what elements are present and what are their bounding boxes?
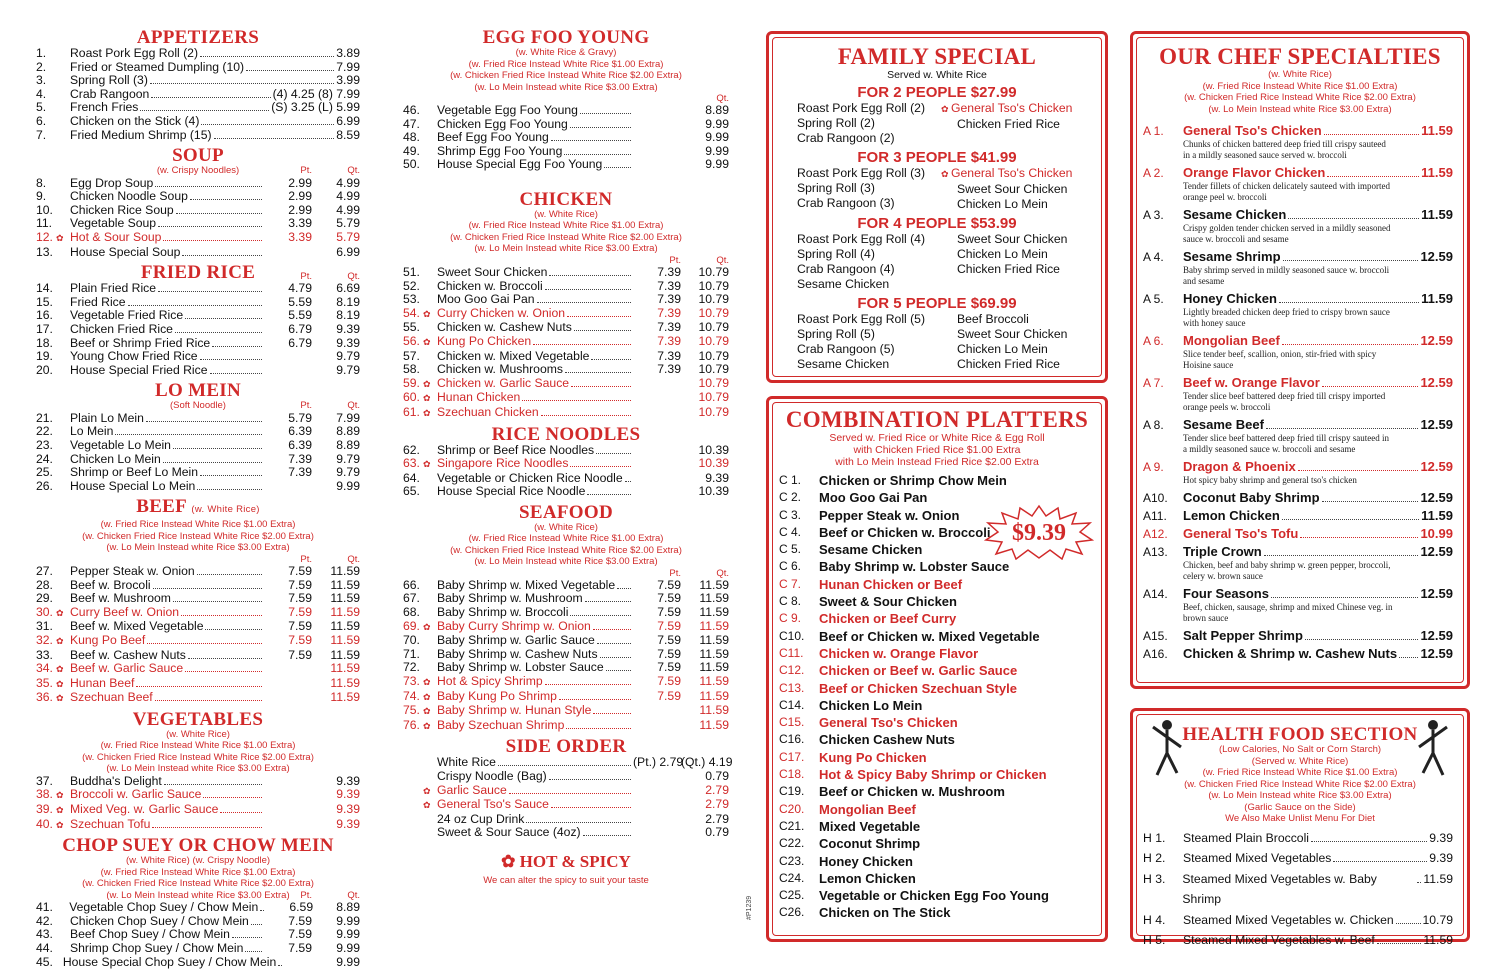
combo-title: COMBINATION PLATTERS — [785, 407, 1089, 432]
family-item: Spring Roll (2) — [797, 116, 875, 130]
menu-item[interactable]: 12. ✿ Hot & Sour Soup 3.39 5.79 — [36, 230, 360, 245]
section-appetizers — [36, 28, 360, 142]
section-title: FRIED RICE — [140, 262, 256, 284]
chili-icon: ✿ — [423, 459, 431, 470]
chef-item[interactable]: A 4. Sesame Shrimp 12.59 — [1143, 249, 1453, 264]
chef-item[interactable]: A15. Salt Pepper Shrimp 12.59 — [1143, 628, 1453, 643]
family-item: Roast Pork Egg Roll (3) — [797, 166, 926, 180]
menu-column-2 — [403, 27, 733, 886]
family-group — [769, 312, 1105, 372]
menu-item[interactable]: 73. ✿ Hot & Spicy Shrimp 7.59 11.59 — [403, 674, 729, 689]
section-subtitle: (w. Crispy Noodles) — [156, 165, 240, 177]
section-title: CHOP SUEY OR CHOW MEIN — [62, 835, 334, 857]
chef-item[interactable]: A 3. Sesame Chicken 11.59 — [1143, 207, 1453, 222]
combo-item[interactable]: C16. Chicken Cashew Nuts — [779, 732, 955, 748]
chef-item-description: Hot spicy baby shrimp and general tso's chicken — [1183, 475, 1357, 485]
chili-icon: ✿ — [423, 407, 431, 418]
chef-item[interactable]: A13. Triple Crown 12.59 — [1143, 544, 1453, 559]
menu-item[interactable]: 36. ✿ Szechuan Beef 11.59 — [36, 690, 360, 705]
menu-item[interactable]: 50. House Special Egg Foo Young 9.99 — [403, 157, 729, 172]
menu-item[interactable]: 37. Buddha's Delight 9.39 — [36, 773, 360, 788]
section-egg-foo-young — [403, 28, 729, 172]
section-note: (w. White Rice & Gravy) — [515, 47, 617, 58]
combo-item[interactable]: C 4. Beef or Chicken w. Broccoli — [779, 524, 991, 540]
menu-item[interactable]: 4. Crab Rangoon (4) 4.25 (8) 7.99 — [36, 86, 360, 101]
menu-item[interactable]: 61. ✿ Szechuan Chicken 10.79 — [403, 404, 729, 419]
combo-item[interactable]: C26. Chicken on The Stick — [779, 905, 951, 921]
health-item[interactable]: H 5. Steamed Mixed Vegetables w. Beef 11.59 — [1143, 933, 1453, 947]
section-note: (w. Lo Mein Instead white Rice $3.00 Extra) — [474, 556, 658, 568]
menu-item[interactable]: 44. Shrimp Chop Suey / Chow Mein 7.59 9.99 — [36, 941, 360, 956]
combo-item[interactable]: C11. Chicken w. Orange Flavor — [779, 645, 979, 661]
section-note: with Chicken Fried Rice $1.00 Extra — [853, 444, 1021, 456]
health-item[interactable]: H 1. Steamed Plain Broccoli 9.39 — [1143, 830, 1453, 845]
menu-item[interactable]: 47. Chicken Egg Foo Young 9.99 — [403, 116, 729, 131]
combo-item[interactable]: C23. Honey Chicken — [779, 853, 913, 869]
combo-item[interactable]: C 9. Chicken or Beef Curry — [779, 611, 957, 627]
section-note: (w. White Rice) — [534, 521, 598, 533]
menu-item[interactable]: 48. Beef Egg Foo Young 9.99 — [403, 130, 729, 145]
combo-item[interactable]: C 8. Sweet & Sour Chicken — [779, 594, 957, 610]
section-note: (w. Chicken Fried Rice Instead White Rice $2.00 Extra) — [450, 544, 682, 556]
section-side-order — [403, 736, 733, 840]
section-note: (w. Lo Mein Instead white Rice $3.00 Extra) — [106, 542, 290, 554]
section-vegetables — [36, 710, 360, 832]
combo-price: $9.39 — [1012, 520, 1066, 546]
menu-item[interactable]: 25. Shrimp or Beef Lo Mein 7.39 9.79 — [36, 465, 360, 480]
combo-price-burst — [984, 504, 1094, 560]
menu-item[interactable]: 22. Lo Mein 6.39 8.89 — [36, 424, 360, 439]
chili-icon: ✿ — [423, 706, 431, 717]
family-item: Spring Roll (5) — [797, 327, 875, 341]
family-item: Beef Broccoli — [957, 312, 1029, 326]
section-note: (w. White Rice) — [534, 208, 598, 220]
chili-icon: ✿ — [423, 691, 431, 702]
combo-item[interactable]: C14. Chicken Lo Mein — [779, 697, 923, 713]
menu-item[interactable]: 32. ✿ Kung Po Beef 7.59 11.59 — [36, 632, 360, 647]
chili-icon: ✿ — [56, 233, 64, 244]
chef-item[interactable]: A12. General Tso's Tofu 10.99 — [1143, 526, 1453, 541]
family-item: Spring Roll (4) — [797, 247, 875, 261]
menu-item[interactable]: 68. Baby Shrimp w. Broccoli 7.59 11.59 — [403, 605, 729, 620]
menu-item[interactable]: 19. Young Chow Fried Rice 9.79 — [36, 349, 360, 364]
section-note: (w. Lo Mein Instead white Rice $3.00 Extra) — [474, 243, 658, 255]
menu-column-1 — [36, 28, 360, 971]
menu-item[interactable]: 33. Beef w. Cashew Nuts 7.59 11.59 — [36, 647, 360, 662]
menu-item[interactable]: 60. ✿ Hunan Chicken 10.79 — [403, 390, 729, 405]
section-title: SEAFOOD — [519, 501, 613, 523]
chili-icon: ✿ — [423, 621, 431, 632]
menu-item[interactable]: 23. Vegetable Lo Mein 6.39 8.89 — [36, 438, 360, 453]
combination-platters-box — [766, 396, 1108, 942]
menu-item[interactable]: 54. ✿ Curry Chicken w. Onion 7.39 10.79 — [403, 305, 729, 320]
size-headers: Pt. Qt. — [669, 254, 729, 266]
chili-icon: ✿ — [56, 635, 64, 646]
section-note: (w. Chicken Fried Rice Instead White Rice $2.00 Extra) — [82, 751, 314, 763]
chili-icon: ✿ — [941, 169, 952, 179]
menu-item[interactable]: 53. Moo Goo Gai Pan 7.39 10.79 — [403, 292, 729, 307]
menu-item[interactable]: 35. ✿ Hunan Beef 11.59 — [36, 675, 360, 690]
chili-icon: ✿ — [423, 677, 431, 688]
combo-item[interactable]: C12. Chicken or Beef w. Garlic Sauce — [779, 663, 1018, 679]
menu-item[interactable]: 5. French Fries (S) 3.25 (L) 5.99 — [36, 100, 360, 115]
menu-item[interactable]: 38. ✿ Broccoli w. Garlic Sauce 9.39 — [36, 787, 360, 802]
size-headers: Pt. Qt. — [300, 553, 360, 565]
family-item: Roast Pork Egg Roll (5) — [797, 312, 926, 326]
section-note: (w. Chicken Fried Rice Instead White Rice $2.00 Extra) — [1184, 92, 1416, 103]
menu-item[interactable]: 40. ✿ Szechuan Tofu 9.39 — [36, 816, 360, 831]
chef-item-description: Baby shrimp served in mildly seasoned sauce w. broccoli and sesame — [1183, 265, 1390, 286]
chef-item-description: Chicken, beef and baby shrimp w. green pepper, broccoli, celery w. brown sauce — [1183, 560, 1391, 581]
section-note: (w. Lo Mein Instead white Rice $3.00 Extra) — [106, 763, 290, 775]
section-note: (w. Fried Rice Instead White Rice $1.00 Extra) — [100, 866, 296, 878]
family-item: Spring Roll (3) — [797, 181, 875, 195]
combo-item[interactable]: C25. Vegetable or Chicken Egg Foo Young — [779, 888, 1049, 904]
family-item: ✿ General Tso's Chicken — [941, 101, 1073, 115]
menu-item[interactable]: ✿ Garlic Sauce 2.79 — [423, 782, 729, 797]
menu-item[interactable]: 20. House Special Fried Rice 9.79 — [36, 362, 360, 377]
combo-item[interactable]: C24. Lemon Chicken — [779, 870, 916, 886]
menu-item[interactable]: 3. Spring Roll (3) 3.99 — [36, 73, 360, 88]
menu-item[interactable]: 63. ✿ Singapore Rice Noodles 10.39 — [403, 456, 729, 471]
menu-item[interactable]: 29. Beef w. Mushroom 7.59 11.59 — [36, 591, 360, 606]
chili-icon: ✿ — [56, 790, 64, 801]
family-group-label: FOR 4 PEOPLE $53.99 — [857, 215, 1017, 232]
chili-icon: ✿ — [56, 693, 64, 704]
size-headers: Qt. — [716, 93, 729, 104]
menu-item[interactable]: 2. Fried or Steamed Dumpling (10) 7.99 — [36, 59, 360, 74]
menu-item[interactable]: 39. ✿ Mixed Veg. w. Garlic Sauce 9.39 — [36, 802, 360, 817]
combo-item[interactable]: C17. Kung Po Chicken — [779, 749, 927, 765]
menu-item[interactable]: 17. Chicken Fried Rice 6.79 9.39 — [36, 322, 360, 336]
menu-item[interactable]: 51. Sweet Sour Chicken 7.39 10.79 — [403, 264, 729, 279]
menu-item[interactable]: 67. Baby Shrimp w. Mushroom 7.59 11.59 — [403, 591, 729, 606]
section-title: BEEF (w. White Rice) — [136, 496, 260, 518]
section-chicken — [403, 190, 729, 421]
family-item: Crab Rangoon (3) — [797, 196, 895, 210]
menu-item[interactable]: 18. Beef or Shrimp Fried Rice 6.79 9.39 — [36, 335, 360, 350]
section-note: (w. White Rice) — [166, 728, 230, 740]
chef-item[interactable]: A16. Chicken & Shrimp w. Cashew Nuts 12.59 — [1143, 646, 1453, 661]
health-title: HEALTH FOOD SECTION — [1182, 724, 1418, 745]
section-title: CHICKEN — [519, 188, 613, 210]
chili-icon: ✿ — [56, 607, 64, 618]
health-food-box — [1130, 708, 1470, 947]
chili-icon: ✿ — [423, 378, 431, 389]
combo-item[interactable]: C18. Hot & Spicy Baby Shrimp or Chicken — [779, 767, 1047, 783]
section-chop-suey — [36, 836, 360, 969]
size-headers: Pt. Qt. — [669, 567, 729, 579]
section-note: (w. Fried Rice Instead White Rice $1.00 Extra) — [100, 740, 296, 752]
menu-item[interactable]: ✿ General Tso's Sauce 2.79 — [423, 797, 729, 812]
chef-item[interactable]: A14. Four Seasons 12.59 — [1143, 586, 1453, 601]
menu-item[interactable]: 15. Fried Rice 5.59 8.19 — [36, 294, 360, 309]
menu-item[interactable]: 9. Chicken Noodle Soup 2.99 4.99 — [36, 189, 360, 204]
menu-item[interactable]: 27. Pepper Steak w. Onion 7.59 11.59 — [36, 563, 360, 578]
menu-item[interactable]: 69. ✿ Baby Curry Shrimp w. Onion 7.59 11.59 — [403, 618, 729, 633]
section-soup — [36, 146, 360, 259]
section-title: EGG FOO YOUNG — [482, 27, 650, 48]
menu-item[interactable]: 75. ✿ Baby Shrimp w. Hunan Style 11.59 — [403, 703, 729, 718]
print-code: #P1239 — [746, 895, 753, 920]
family-group-label: FOR 2 PEOPLE $27.99 — [857, 84, 1017, 101]
menu-item[interactable]: 1. Roast Pork Egg Roll (2) 3.89 — [36, 46, 360, 60]
menu-item[interactable]: 65. House Special Rice Noodle 10.39 — [403, 484, 729, 499]
family-group-label: FOR 3 PEOPLE $41.99 — [857, 149, 1017, 166]
combo-item[interactable]: C21. Mixed Vegetable — [779, 818, 921, 834]
chef-item[interactable]: A 7. Beef w. Orange Flavor 12.59 — [1143, 375, 1453, 390]
combo-item[interactable]: C 1. Chicken or Shrimp Chow Mein — [779, 473, 1007, 488]
section-lo-mein — [36, 381, 360, 493]
section-note: We Also Make Unlist Menu For Diet — [1225, 813, 1375, 824]
menu-item[interactable]: 42. Chicken Chop Suey / Chow Mein 7.59 9.99 — [36, 913, 360, 928]
combo-item[interactable]: C10. Beef or Chicken w. Mixed Vegetable — [779, 628, 1040, 644]
chili-icon: ✿ — [423, 720, 431, 731]
section-note: (w. Chicken Fried Rice Instead White Rice $2.00 Extra) — [450, 231, 682, 243]
menu-item[interactable]: 26. House Special Lo Mein 9.99 — [36, 478, 360, 493]
menu-item[interactable]: 59. ✿ Chicken w. Garlic Sauce 10.79 — [403, 375, 729, 390]
chef-item[interactable]: A 6. Mongolian Beef 12.59 — [1143, 333, 1453, 348]
section-note: (w. Chicken Fried Rice Instead White Rice $2.00 Extra) — [82, 878, 314, 890]
chef-title: OUR CHEF SPECIALTIES — [1159, 44, 1441, 69]
menu-item[interactable]: 7. Fried Medium Shrimp (15) 8.59 — [36, 127, 360, 142]
section-note: with Lo Mein Instead Fried Rice $2.00 Extra — [835, 456, 1039, 468]
chef-item[interactable]: A 8. Sesame Beef 12.59 — [1143, 417, 1453, 432]
family-item: Sweet Sour Chicken — [957, 232, 1068, 246]
section-note: (w. White Rice) (w. Crispy Noodle) — [125, 855, 271, 867]
family-item: Chicken Lo Mein — [957, 342, 1048, 356]
combo-item[interactable]: C13. Beef or Chicken Szechuan Style — [779, 680, 1017, 696]
menu-item[interactable]: 41. Vegetable Chop Suey / Chow Mein 6.59 8.89 — [36, 900, 360, 915]
section-note: (w. Lo Mein Instead white Rice $3.00 Extra) — [1208, 790, 1392, 801]
menu-item[interactable]: 8. Egg Drop Soup 2.99 4.99 — [36, 175, 360, 190]
section-note: (w. Fried Rice Instead White Rice $1.00 Extra) — [1202, 767, 1398, 778]
menu-item[interactable]: 16. Vegetable Fried Rice 5.59 8.19 — [36, 308, 360, 323]
menu-item[interactable]: 14. Plain Fried Rice 4.79 6.69 — [36, 281, 360, 296]
chili-icon: ✿ — [56, 678, 64, 689]
family-item: Roast Pork Egg Roll (2) — [797, 101, 926, 115]
chili-icon: ✿ — [56, 805, 64, 816]
menu-item[interactable]: 31. Beef w. Mixed Vegetable 7.59 11.59 — [36, 619, 360, 634]
section-note: Served w. Fried Rice or White Rice & Egg Roll — [829, 432, 1045, 444]
section-note: (w. Lo Mein Instead white Rice $3.00 Extra) — [106, 889, 290, 901]
family-group — [769, 166, 1105, 212]
section-note: (w. Fried Rice Instead White Rice $1.00 Extra) — [100, 519, 296, 531]
chef-item-description: Lightly breaded chicken deep fried to crispy brown sauce with honey sauce — [1183, 307, 1390, 328]
chef-item-description: Crispy golden tender chicken served in a mildly seasoned sauce w. broccoli and sesame — [1183, 223, 1391, 244]
menu-item[interactable]: 66. Baby Shrimp w. Mixed Vegetable 7.59 11.59 — [403, 577, 729, 592]
menu-item[interactable]: 58. Chicken w. Mushrooms 7.39 10.79 — [403, 362, 729, 377]
menu-item[interactable]: 56. ✿ Kung Po Chicken 7.39 10.79 — [403, 333, 729, 348]
chili-icon: ✿ — [423, 336, 431, 347]
chili-icon: ✿ — [56, 664, 64, 675]
family-item: Sesame Chicken — [797, 277, 890, 291]
family-item: Chicken Fried Rice — [957, 357, 1060, 371]
chef-item-description: Tender slice beef battered deep fried till crispy sauteed in a mildly seasoned sauce w. broccoli and sesame — [1183, 433, 1390, 454]
combo-item[interactable]: C15. General Tso's Chicken — [779, 715, 958, 731]
section-title: SIDE ORDER — [505, 736, 627, 758]
menu-item[interactable]: 71. Baby Shrimp w. Cashew Nuts 7.59 11.59 — [403, 646, 729, 661]
section-note: (w. Fried Rice Instead White Rice $1.00 Extra) — [468, 220, 664, 232]
menu-item[interactable]: 45. House Special Chop Suey / Chow Mein 9.99 — [36, 954, 360, 969]
chef-specialties-box — [1130, 31, 1470, 689]
family-title: FAMILY SPECIAL — [837, 44, 1037, 69]
section-seafood — [403, 503, 729, 734]
family-item: Crab Rangoon (2) — [797, 131, 895, 145]
chef-item[interactable]: A11. Lemon Chicken 11.59 — [1143, 508, 1453, 523]
section-note: (w. Chicken Fried Rice Instead White Rice $2.00 Extra) — [1184, 778, 1416, 790]
chili-icon: ✿ — [423, 785, 431, 796]
menu-item[interactable]: 70. Baby Shrimp w. Garlic Sauce 7.59 11.59 — [403, 633, 729, 648]
section-note: (Garlic Sauce on the Side) — [1244, 801, 1356, 813]
family-item: Roast Pork Egg Roll (4) — [797, 232, 926, 246]
section-note: (w. Chicken Fried Rice Instead White Rice $2.00 Extra) — [82, 530, 314, 542]
size-headers: Pt. Qt. — [300, 890, 360, 902]
combo-item[interactable]: C22. Coconut Shrimp — [779, 836, 921, 852]
menu-item[interactable]: 24 oz Cup Drink 2.79 — [437, 811, 729, 826]
menu-item[interactable]: 10. Chicken Rice Soup 2.99 4.99 — [36, 202, 360, 217]
chef-item-description: Tender fillets of chicken delicately sauteed with imported orange peel w. broccoli — [1183, 181, 1391, 202]
menu-item[interactable]: 21. Plain Lo Mein 5.79 7.99 — [36, 410, 360, 425]
menu-item[interactable]: 57. Chicken w. Mixed Vegetable 7.39 10.79 — [403, 348, 729, 363]
menu-item[interactable]: Crispy Noodle (Bag) 0.79 — [437, 769, 729, 783]
combo-item[interactable]: C20. Mongolian Beef — [779, 801, 916, 817]
menu-item[interactable]: 43. Beef Chop Suey / Chow Mein 7.59 9.99 — [36, 927, 360, 942]
chef-item-description: Tender slice beef battered deep fried till crispy imported orange peels w. broccoli — [1183, 391, 1386, 412]
hot-spicy-legend: ✿ HOT & SPICY We can alter the spicy to suit your taste — [483, 851, 649, 886]
menu-item[interactable]: 49. Shrimp Egg Foo Young 9.99 — [403, 143, 729, 158]
chili-icon: ✿ — [56, 819, 64, 830]
section-subtitle: (Soft Noodle) — [170, 400, 226, 412]
menu-item[interactable]: White Rice (Pt.) 2.79 (Qt.) 4.19 — [437, 755, 733, 770]
family-item: Chicken Lo Mein — [957, 197, 1048, 211]
chef-item[interactable]: A 5. Honey Chicken 11.59 — [1143, 291, 1453, 306]
section-title: VEGETABLES — [132, 708, 264, 730]
menu-item[interactable]: 6. Chicken on the Stick (4) 6.99 — [36, 113, 360, 128]
menu-item[interactable]: 28. Beef w. Brocoli 7.59 11.59 — [36, 577, 360, 592]
section-note: (w. Fried Rice Instead White Rice $1.00 Extra) — [468, 533, 664, 545]
section-title: LO MEIN — [154, 380, 242, 402]
family-item: Chicken Fried Rice — [957, 117, 1060, 131]
chili-icon: ✿ — [423, 393, 431, 404]
combo-item[interactable]: C 2. Moo Goo Gai Pan — [779, 490, 928, 506]
combo-item[interactable]: C 6. Baby Shrimp w. Lobster Sauce — [779, 559, 1010, 575]
section-rice-noodles — [403, 425, 729, 499]
health-item[interactable]: H 2. Steamed Mixed Vegetables 9.39 — [1143, 851, 1453, 865]
family-group-label: FOR 5 PEOPLE $69.99 — [857, 295, 1017, 312]
section-title: APPETIZERS — [136, 27, 260, 48]
chili-icon: ✿ — [423, 308, 431, 319]
section-note: (w. Fried Rice Instead White Rice $1.00 Extra) — [1202, 80, 1398, 92]
chef-item-description: Chunks of chicken battered deep fried till crispy sauteed in a mildly seasoned sauce served w. broccoli — [1183, 139, 1386, 160]
chef-item[interactable]: A 9. Dragon & Phoenix 12.59 — [1143, 459, 1453, 474]
menu-item[interactable]: 34. ✿ Beef w. Garlic Sauce 11.59 — [36, 661, 360, 676]
menu-item[interactable]: 72. Baby Shrimp w. Lobster Sauce 7.59 11.59 — [403, 660, 729, 675]
size-headers: Pt. Qt. — [300, 165, 360, 177]
combo-item[interactable]: C 3. Pepper Steak w. Onion — [779, 507, 960, 523]
menu-item[interactable]: 13. House Special Soup 6.99 — [36, 244, 360, 259]
chef-item[interactable]: A 1. General Tso's Chicken 11.59 — [1143, 123, 1453, 138]
menu-item[interactable]: Sweet & Sour Sauce (4oz) 0.79 — [437, 825, 729, 840]
section-note: (w. Fried Rice Instead White Rice $1.00 Extra) — [468, 58, 664, 70]
section-fried-rice — [36, 263, 360, 377]
section-note: (Served w. White Rice) — [1251, 755, 1349, 767]
section-note: (w. Chicken Fried Rice Instead White Rice $2.00 Extra) — [450, 70, 682, 81]
section-title: SOUP — [172, 145, 224, 167]
chili-icon: ✿ — [423, 800, 431, 811]
combo-item[interactable]: C19. Beef or Chicken w. Mushroom — [779, 784, 1005, 800]
size-headers: Pt. Qt. — [300, 400, 360, 412]
menu-item[interactable]: 24. Chicken Lo Mein 7.39 9.79 — [36, 451, 360, 466]
chef-item[interactable]: A 2. Orange Flavor Chicken 11.59 — [1143, 165, 1453, 180]
family-item: Sesame Chicken — [797, 357, 890, 371]
family-item: Chicken Fried Rice — [957, 262, 1060, 276]
family-group — [769, 232, 1105, 292]
menu-item[interactable]: 11. Vegetable Soup 3.39 5.79 — [36, 216, 360, 231]
family-item: Chicken Lo Mein — [957, 247, 1048, 261]
health-item[interactable]: H 4. Steamed Mixed Vegetables w. Chicken 10.79 — [1143, 912, 1453, 927]
chili-icon: ✿ — [501, 851, 516, 871]
menu-item[interactable]: 52. Chicken w. Broccoli 7.39 10.79 — [403, 278, 729, 293]
section-note: (w. Lo Mein Instead white Rice $3.00 Extra) — [1208, 103, 1392, 115]
chili-icon: ✿ — [941, 104, 952, 114]
chef-item-description: Beef, chicken, sausage, shrimp and mixed Chinese veg. in brown sauce — [1183, 602, 1393, 623]
menu-item[interactable]: 55. Chicken w. Cashew Nuts 7.39 10.79 — [403, 320, 729, 335]
health-item[interactable]: H 3. Steamed Mixed Vegetables w. Baby Shrimp 11.59 — [1143, 871, 1453, 906]
section-beef — [36, 497, 360, 705]
menu-item[interactable]: 76. ✿ Baby Szechuan Shrimp 11.59 — [403, 717, 729, 732]
family-item: Crab Rangoon (4) — [797, 262, 895, 276]
menu-item[interactable]: 62. Shrimp or Beef Rice Noodles 10.39 — [403, 442, 729, 457]
family-item: ✿ General Tso's Chicken — [941, 166, 1073, 180]
section-note: (w. White Rice) — [1268, 69, 1332, 80]
family-item: Sweet Sour Chicken — [957, 327, 1068, 341]
section-note: (Low Calories, No Salt or Corn Starch) — [1218, 744, 1382, 755]
chef-item[interactable]: A10. Coconut Baby Shrimp 12.59 — [1143, 490, 1453, 505]
chef-item-description: Slice tender beef, scallion, onion, stir-fried with spicy Hoisine sauce — [1183, 349, 1377, 370]
section-title: RICE NOODLES — [491, 423, 641, 445]
menu-item[interactable]: 64. Vegetable or Chicken Rice Noodle 9.39 — [403, 470, 729, 485]
menu-item[interactable]: 74. ✿ Baby Kung Po Shrimp 7.59 11.59 — [403, 688, 729, 703]
section-note: (w. Lo Mein Instead white Rice $3.00 Extra) — [474, 81, 658, 93]
family-group — [769, 101, 1105, 146]
family-item: Sweet Sour Chicken — [957, 182, 1068, 196]
menu-item[interactable]: 30. ✿ Curry Beef w. Onion 7.59 11.59 — [36, 604, 360, 619]
combo-item[interactable]: C 7. Hunan Chicken or Beef — [779, 576, 963, 592]
family-item: Crab Rangoon (5) — [797, 342, 895, 356]
menu-item[interactable]: 46. Vegetable Egg Foo Young 8.89 — [403, 103, 729, 117]
size-headers: Pt. Qt. — [300, 271, 360, 283]
family-special-box: FAMILY SPECIAL Served w. White Rice FOR 2 PEOPLE $27.99 Roast Pork Egg Roll (2) Spring Roll (2) Crab Rangoon (2) ✿ General Tso's Chicken Chicken Fried Rice FOR 3 PEOPLE $41.99 Roast Pork Egg Roll (3) Spring Roll (3) Crab Rangoon (3) ✿ General Tso's Chicken Sweet Sour Chicken Chicken Lo Mein FOR 4 PEOPLE $53.99 Roast Pork Egg Roll (4) Spring Roll (4) Crab Rangoon (4) Sesame Chicken Sweet Sour Chicken Chicken Lo Mein Chicken Fried Rice FOR 5 PEOPLE $69.99 Roast Pork Egg Roll (5) Spring Roll (5) Crab Rangoon (5) Sesame Chicken Beef Broccoli Sweet Sour Chicken Chicken Lo Mein Chicken Fried Rice — [766, 31, 1108, 383]
combo-item[interactable]: C 5. Sesame Chicken — [779, 542, 923, 558]
